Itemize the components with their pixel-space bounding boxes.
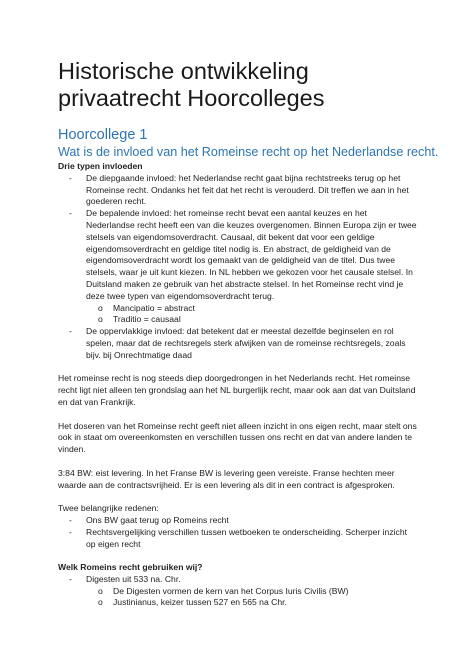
circle-marker: o xyxy=(98,585,103,596)
sub-list-item xyxy=(58,597,418,609)
list-item-text: De bepalende invloed: het romeinse recht bevat een aantal keuzes en het Nederlandse recht heeft een van die keuzes overgenomen. Binnen Europa zijn er twee stelsels van eigendomsoverdracht. Causaal, dit bekent dat voor een geldige eigendomsoverdracht en geldige titel nodig is. En abstract, de geldigheid van de eigendomsoverdracht wordt los gemaakt van de geldigheid van de titel. Dus twee stelsels, waar je uit kunt kiezen. In NL hebben we gekozen voor het causale stelsel. In Duitsland maken ze gebruik van het abstracte stelsel. In het Romeinse recht vind je deze twee typen van eigendomsoverdracht terug. xyxy=(86,208,417,301)
reasons-intro: Twee belangrijke redenen: xyxy=(58,503,159,514)
list-item-text: Ons BW gaat terug op Romeins recht xyxy=(86,514,229,525)
dash-marker: - xyxy=(69,326,72,337)
paragraph: Het romeinse recht is nog steeds diep doorgedrongen in het Nederlands recht. Het romeinse recht ligt niet alleen ten grondslag aan het NL burgerlijk recht, maar ook aan dat van Duitsland en dat van Frankrijk. xyxy=(58,373,416,407)
sub-list-item xyxy=(58,303,418,315)
heading-lecture: Hoorcollege 1 xyxy=(58,127,148,143)
circle-marker: o xyxy=(98,302,103,313)
sub-list-item-text: Traditio = causaal xyxy=(113,314,181,325)
sub-list-item-text: Mancipatio = abstract xyxy=(113,302,195,313)
dash-marker: - xyxy=(69,172,72,183)
dash-marker: - xyxy=(69,573,72,584)
sub-list-item-text: De Digesten vormen de kern van het Corpus Iuris Civilis (BW) xyxy=(113,585,349,596)
list-item xyxy=(58,515,418,527)
sub-list-item xyxy=(58,314,418,326)
dash-marker: - xyxy=(69,514,72,525)
list-item-text: Rechtsvergelijking verschillen tussen wetboeken te onderscheiding. Scherper inzicht op eigen recht xyxy=(86,526,408,549)
dash-marker: - xyxy=(69,208,72,219)
section-title: Welk Romeins recht gebruiken wij? xyxy=(58,562,203,573)
paragraph: 3:84 BW: eist levering. In het Franse BW is levering geen vereiste. Franse hechten meer waarde aan de contractsvrijheid. Er is een levering als dit in een contract is afgesproken. xyxy=(58,467,395,490)
list-item xyxy=(58,208,418,302)
sub-list-item-text: Justinianus, keizer tussen 527 en 565 na Chr. xyxy=(113,597,287,608)
list-item xyxy=(58,173,418,208)
sub-list-item xyxy=(58,586,418,598)
list-item xyxy=(58,326,418,361)
list-item xyxy=(58,574,418,586)
list-item xyxy=(58,527,418,551)
paragraph: Het doseren van het Romeinse recht geeft niet alleen inzicht in ons eigen recht, maar stelt ons ook in staat om overeenkomsten en verschillen tussen ons recht en dat van andere landen te vinden. xyxy=(58,420,417,455)
document-body xyxy=(58,161,418,609)
section-title: Drie typen invloeden xyxy=(58,161,143,171)
circle-marker: o xyxy=(98,597,103,608)
heading-question: Wat is de invloed van het Romeinse recht op het Nederlandse recht. xyxy=(58,145,439,159)
list-item-text: Digesten uit 533 na. Chr. xyxy=(86,573,181,584)
dash-marker: - xyxy=(69,526,72,537)
document-title: Historische ontwikkeling privaatrecht Hoorcolleges xyxy=(58,58,325,111)
circle-marker: o xyxy=(98,314,103,325)
list-item-text: De oppervlakkige invloed: dat betekent dat er meestal dezelfde beginselen en rol spelen, maar dat de rechtsregels sterk afwijken van de romeinse rechtsregels, zoals bijv. bij Onrechtmatige daad xyxy=(86,326,406,360)
list-item-text: De diepgaande invloed: het Nederlandse recht gaat bijna rechtstreeks terug op het Romeinse recht. Ondanks het feit dat het recht is verouderd. Dit treffen we aan in het goederen recht. xyxy=(86,172,409,207)
